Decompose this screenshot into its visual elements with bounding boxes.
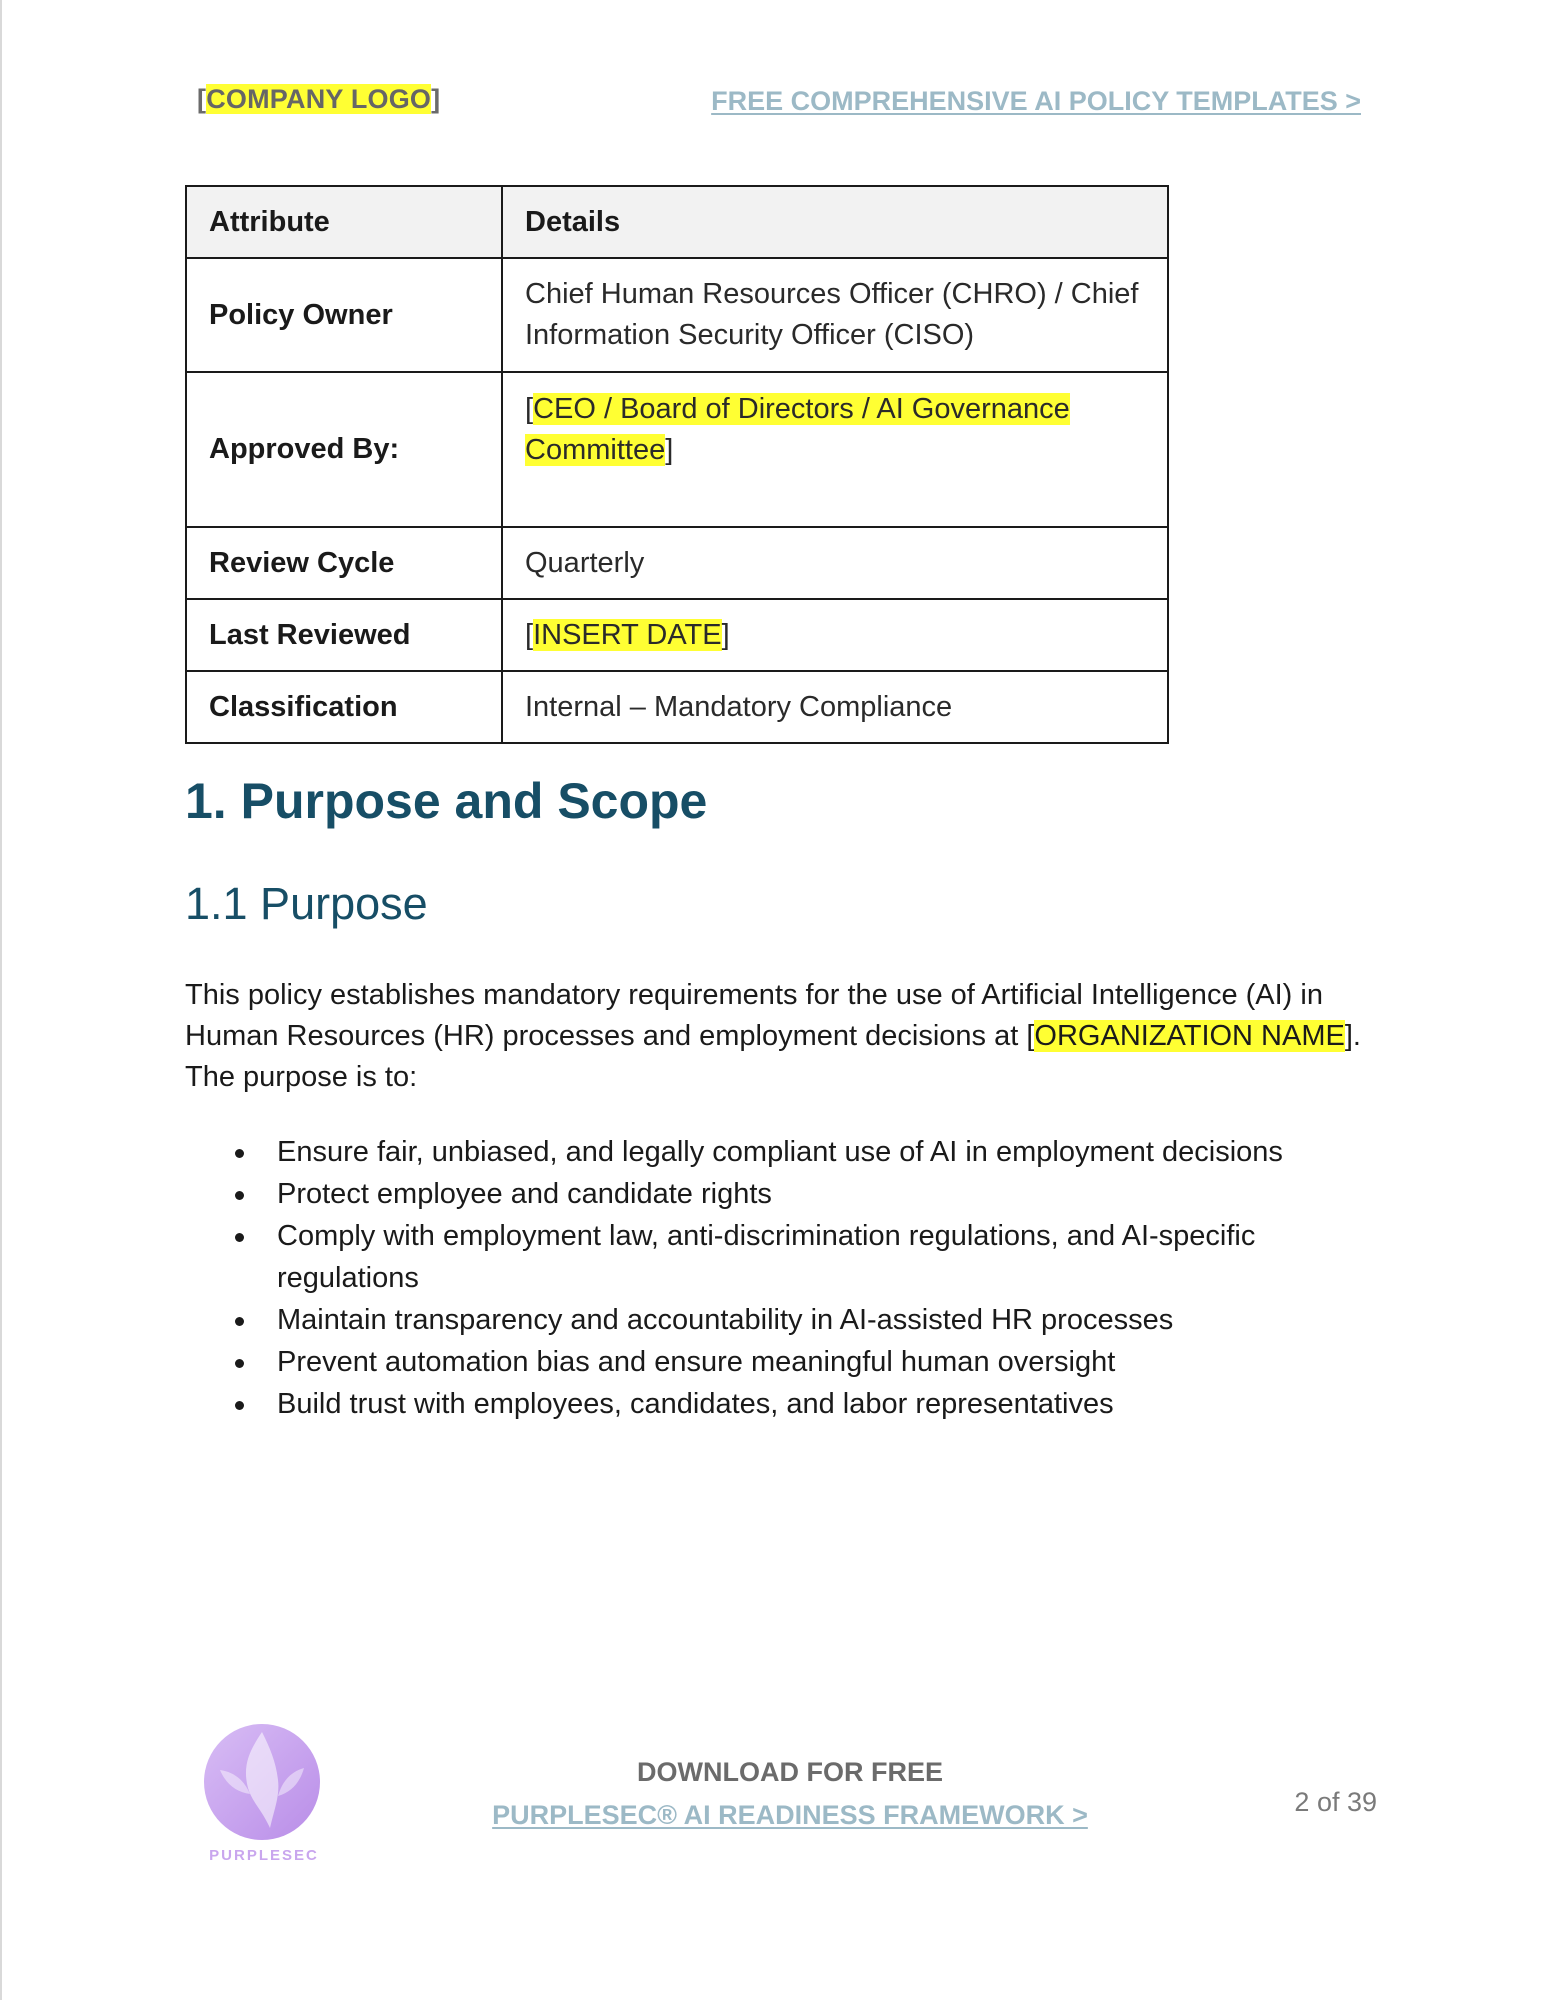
list-item: Comply with employment law, anti-discrimination regulations, and AI-specific regulations bbox=[185, 1215, 1365, 1299]
row-value: Chief Human Resources Officer (CHRO) / Chief Information Security Officer (CISO) bbox=[502, 258, 1168, 372]
table-row bbox=[186, 671, 1168, 743]
list-item: Ensure fair, unbiased, and legally compliant use of AI in employment decisions bbox=[185, 1131, 1365, 1173]
purplesec-logo bbox=[190, 1710, 340, 1870]
list-item: Protect employee and candidate rights bbox=[185, 1173, 1365, 1215]
page-edge bbox=[0, 0, 2, 2000]
placeholder-highlight: INSERT DATE bbox=[533, 618, 722, 651]
phoenix-logo-icon bbox=[190, 1710, 340, 1870]
download-label: DOWNLOAD FOR FREE bbox=[637, 1757, 943, 1787]
list-item: Prevent automation bias and ensure meaningful human oversight bbox=[185, 1341, 1365, 1383]
table-header-row bbox=[186, 186, 1168, 258]
list-item: Maintain transparency and accountability in AI-assisted HR processes bbox=[185, 1299, 1365, 1341]
policy-attributes-table bbox=[185, 185, 1169, 744]
list-item: Build trust with employees, candidates, and labor representatives bbox=[185, 1383, 1365, 1425]
table-row bbox=[186, 372, 1168, 527]
company-logo-placeholder: [COMPANY LOGO] bbox=[197, 84, 441, 114]
page-number: 2 of 39 bbox=[1294, 1787, 1377, 1817]
header-details: Details bbox=[502, 186, 1168, 258]
row-value: Quarterly bbox=[502, 527, 1168, 599]
organization-name-placeholder: ORGANIZATION NAME bbox=[1034, 1020, 1345, 1052]
row-value: [CEO / Board of Directors / AI Governance Committee] bbox=[502, 372, 1168, 527]
subsection-heading: 1.1 Purpose bbox=[185, 878, 428, 929]
row-key: Review Cycle bbox=[186, 527, 502, 599]
table-row bbox=[186, 599, 1168, 671]
row-key: Approved By: bbox=[186, 372, 502, 527]
row-value: Internal – Mandatory Compliance bbox=[502, 671, 1168, 743]
row-key: Classification bbox=[186, 671, 502, 743]
row-key: Policy Owner bbox=[186, 258, 502, 372]
header-attribute: Attribute bbox=[186, 186, 502, 258]
section-heading: 1. Purpose and Scope bbox=[185, 773, 708, 829]
svg-text:PURPLESEC: PURPLESEC bbox=[209, 1847, 319, 1864]
row-value: [INSERT DATE] bbox=[502, 599, 1168, 671]
table-row bbox=[186, 258, 1168, 372]
company-logo-highlight: COMPANY LOGO bbox=[206, 84, 432, 114]
table-row bbox=[186, 527, 1168, 599]
templates-link[interactable]: FREE COMPREHENSIVE AI POLICY TEMPLATES > bbox=[711, 86, 1361, 116]
purpose-paragraph: This policy establishes mandatory requirements for the use of Artificial Intelligence (AI) in Human Resources (HR) processes and employment decisions at [ORGANIZATION NAME]. The purpose is to: bbox=[185, 979, 1361, 1093]
purpose-list bbox=[185, 1131, 1365, 1425]
row-key: Last Reviewed bbox=[186, 599, 502, 671]
placeholder-highlight: CEO / Board of Directors / AI Governance Committee bbox=[525, 393, 1070, 466]
readiness-framework-link[interactable]: PURPLESEC® AI READINESS FRAMEWORK > bbox=[492, 1800, 1088, 1830]
